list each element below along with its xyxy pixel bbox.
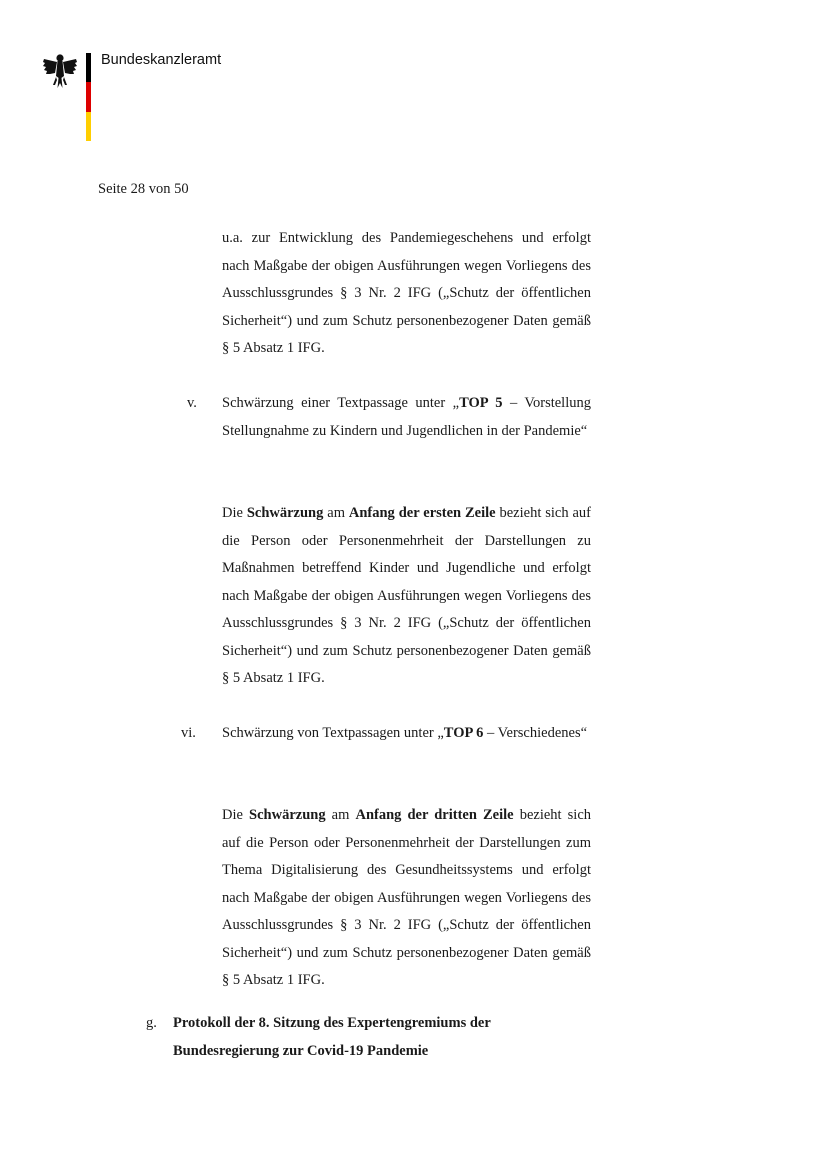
continuation-paragraph: u.a. zur Entwicklung des Pandemiegeschehens und erfolgt nach Maßgabe der obigen Ausführungen wegen Vorliegens des Ausschlussgrundes § 3 Nr. 2 IFG („Schutz der öffentlichen Sicherheit“) und zum Schutz personenbezogener Daten gemäß § 5 Absatz 1 IFG. (222, 230, 591, 356)
letterhead (0, 0, 826, 150)
item-v-p-mid: am (323, 505, 349, 521)
item-vi-title-prefix: Schwärzung von Textpassagen unter „ (222, 725, 444, 741)
item-vi-p-bold1: Schwärzung (249, 807, 326, 823)
item-v-title-suffix: – Vorstellung Stellungnahme zu Kindern und Jugendlichen in der Pandemie“ (222, 395, 591, 439)
item-vi-title-suffix: – Verschiedenes“ (483, 725, 588, 741)
item-v-p-bold2: Anfang der ersten Zeile (348, 505, 496, 521)
item-v-p-rest: bezieht sich auf die Person oder Personenmehrheit der Darstellungen zu Maßnahmen betreffend Kinder und Jugendliche und erfolgt nach Maßgabe der obigen Ausführungen wegen Vorliegens des Ausschlussgrundes § 3 Nr. 2 IFG („Schutz der öffentlichen Sicherheit“) und zum Schutz personenbezogener Daten gemäß § 5 Absatz 1 IFG. (222, 505, 591, 686)
item-v-title-bold: TOP 5 (459, 395, 503, 411)
item-vi-marker: vi. (181, 725, 196, 741)
item-v-title (222, 390, 591, 445)
flag-gold-stripe (86, 112, 91, 141)
org-name: Bundeskanzleramt (101, 52, 222, 68)
item-vi-p-bold2: Anfang der dritten Zeile (355, 807, 514, 823)
federal-eagle-icon (42, 52, 78, 90)
item-v-paragraph (222, 500, 591, 693)
section-g-marker: g. (146, 1015, 157, 1031)
flag-black-stripe (86, 53, 91, 82)
item-v-p-bold1: Schwärzung (246, 505, 324, 521)
item-vi-title-bold: TOP 6 (443, 725, 484, 741)
section-g-heading: Protokoll der 8. Sitzung des Expertengremiums der Bundesregierung zur Covid-19 Pandemie (173, 1015, 491, 1059)
item-vi-p-rest: bezieht sich auf die Person oder Personenmehrheit der Darstellungen zum Thema Digitalisierung des Gesundheitssystems und erfolgt nach Maßgabe der obigen Ausführungen wegen Vorliegens des Ausschlussgrundes § 3 Nr. 2 IFG („Schutz der öffentlichen Sicherheit“) und zum Schutz personenbezogener Daten gemäß § 5 Absatz 1 IFG. (222, 807, 591, 988)
item-vi-p-start: Die (222, 807, 250, 823)
item-vi-p-mid: am (325, 807, 356, 823)
flag-red-stripe (86, 82, 91, 111)
item-v-p-start: Die (222, 505, 247, 521)
item-v-marker: v. (187, 395, 197, 411)
item-v-title-prefix: Schwärzung einer Textpassage unter „ (222, 395, 460, 411)
german-flag-bar (86, 53, 91, 141)
item-vi-paragraph (222, 802, 591, 995)
page-number: Seite 28 von 50 (98, 181, 189, 197)
item-vi-title (222, 720, 591, 748)
